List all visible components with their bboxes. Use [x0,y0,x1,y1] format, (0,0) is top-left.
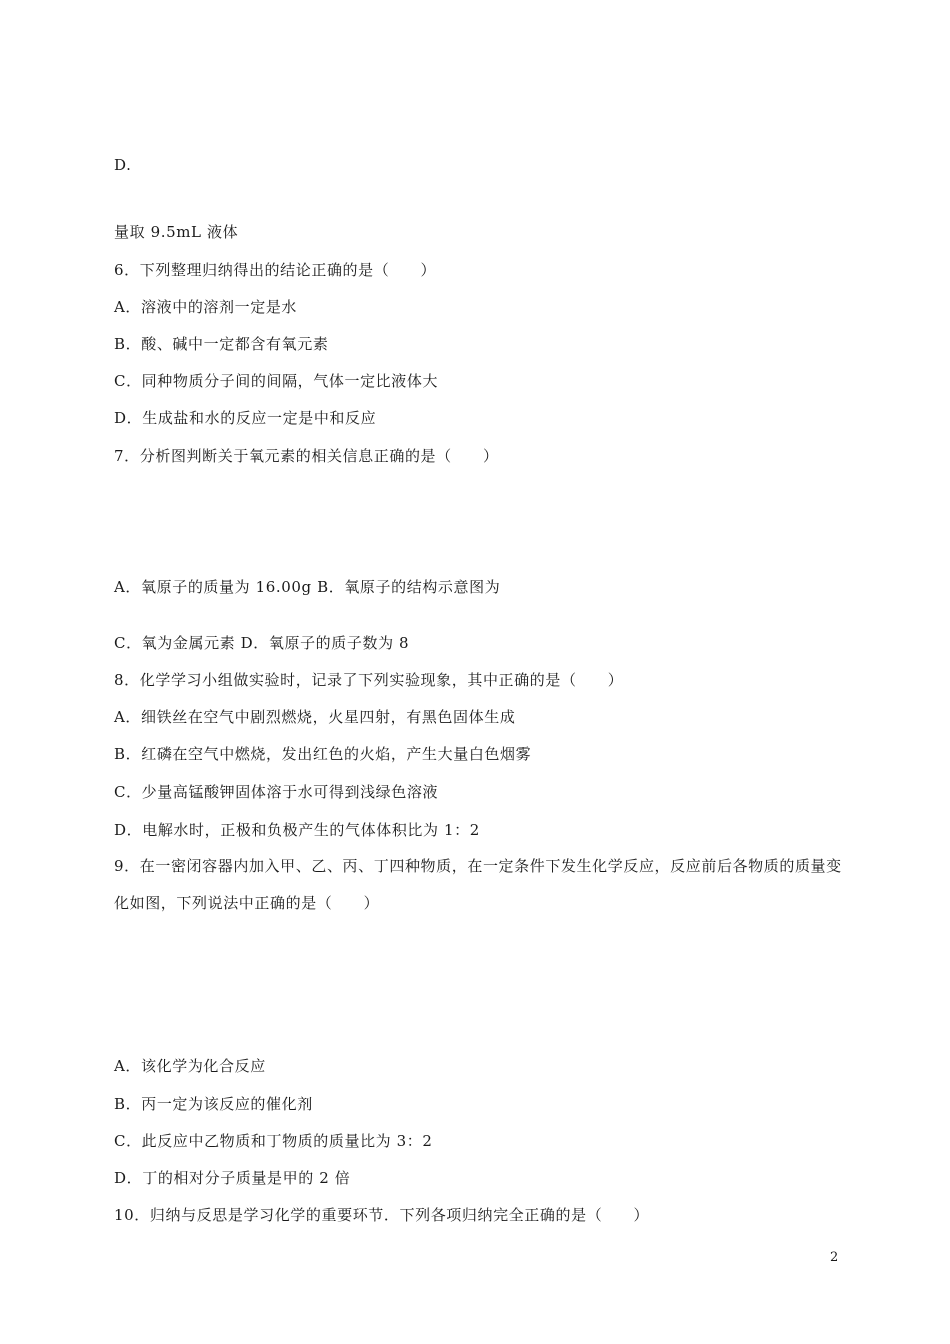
page-number: 2 [830,1250,839,1265]
q10-stem: 10．归纳与反思是学习化学的重要环节．下列各项归纳完全正确的是（ ） [114,1206,650,1224]
q9-option-a: A．该化学为化合反应 [114,1057,266,1075]
q6-stem: 6．下列整理归纳得出的结论正确的是（ ） [114,261,437,279]
q7-option-ab: A．氧原子的质量为 16.00g B．氧原子的结构示意图为 [114,578,501,596]
q6-option-a: A．溶液中的溶剂一定是水 [114,298,298,316]
q8-option-a: A．细铁丝在空气中剧烈燃烧，火星四射，有黑色固体生成 [114,708,516,726]
q6-option-d: D．生成盐和水的反应一定是中和反应 [114,409,377,427]
q8-option-c: C．少量高锰酸钾固体溶于水可得到浅绿色溶液 [114,783,439,801]
q7-stem: 7．分析图判断关于氧元素的相关信息正确的是（ ） [114,447,499,465]
q7-option-cd: C．氧为金属元素 D．氧原子的质子数为 8 [114,634,410,652]
q8-option-d: D．电解水时，正极和负极产生的气体体积比为 1：2 [114,821,480,839]
q6-option-c: C．同种物质分子间的间隔，气体一定比液体大 [114,372,439,390]
q9-option-b: B．丙一定为该反应的催化剂 [114,1095,313,1113]
q8-stem: 8．化学学习小组做实验时，记录了下列实验现象，其中正确的是（ ） [114,671,624,689]
q5-option-d: D. [114,156,132,174]
q8-option-b: B．红磷在空气中燃烧，发出红色的火焰，产生大量白色烟雾 [114,745,532,763]
q9-option-c: C．此反应中乙物质和丁物质的质量比为 3：2 [114,1132,433,1150]
q9-option-d: D．丁的相对分子质量是甲的 2 倍 [114,1169,351,1187]
q9-stem: 9．在一密闭容器内加入甲、乙、丙、丁四种物质，在一定条件下发生化学反应，反应前后各物质的质量变化如图，下列说法中正确的是（ ） [114,857,842,912]
q5-option-d-caption: 量取 9.5mL 液体 [114,223,239,241]
q6-option-b: B．酸、碱中一定都含有氧元素 [114,335,329,353]
